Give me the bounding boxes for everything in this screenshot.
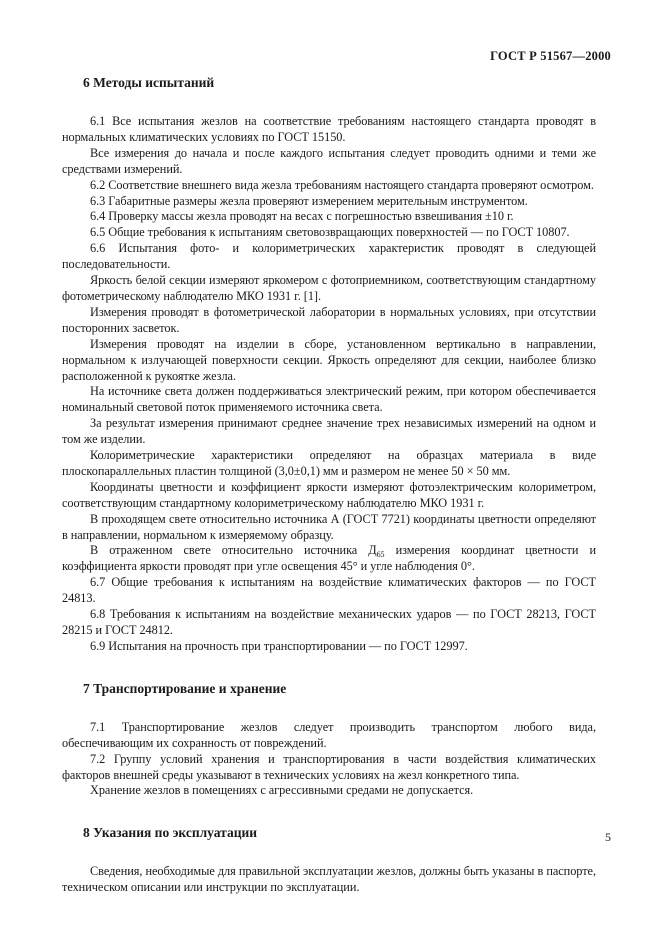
section-7 bbox=[62, 680, 596, 800]
paragraph: 6.5 Общие требования к испытаниям световозвращающих поверхностей — по ГОСТ 10807. bbox=[90, 225, 570, 240]
standard-header: ГОСТ Р 51567—2000 bbox=[490, 49, 611, 63]
paragraph: Хранение жезлов в помещениях с агрессивными средами не допускается. bbox=[90, 783, 474, 798]
paragraph: 6.8 Требования к испытаниям на воздействие механических ударов — по ГОСТ 28213, ГОСТ 28215 и ГОСТ 24812. bbox=[62, 607, 596, 637]
paragraph: 6.1 Все испытания жезлов на соответствие требованиям настоящего стандарта проводят в нормальных климатических условиях по ГОСТ 15150. bbox=[62, 114, 596, 144]
paragraph: Яркость белой секции измеряют яркомером с фотоприемником, соответствующим стандартному фотометрическому наблюдателю МКО 1931 г. [1]. bbox=[62, 273, 596, 303]
text-span: измерения координат цветности и коэффициента яркости проводят при угле освещения 45° и угле наблюдения 0°. bbox=[62, 543, 596, 574]
section-title: 6 Методы испытаний bbox=[83, 75, 215, 90]
subscript: 65 bbox=[376, 550, 385, 560]
paragraph: Все измерения до начала и после каждого испытания следует проводить одними и теми же средствами измерений. bbox=[62, 145, 596, 176]
paragraph: Сведения, необходимые для правильной эксплуатации жезлов, должны быть указаны в паспорте, техническом описании или инструкции по эксплуатации. bbox=[62, 864, 596, 895]
paragraph: 6.2 Соответствие внешнего вида жезла требованиям настоящего стандарта проверяют осмотром. bbox=[90, 177, 594, 192]
paragraph: Измерения проводят в фотометрической лаборатории в нормальных условиях, при отсутствии посторонних засветок. bbox=[62, 304, 596, 335]
paragraph: Колориметрические характеристики определяют на образцах материала в виде плоскопараллельных пластин толщиной (3,0±0,1) мм и размером не менее 50 × 50 мм. bbox=[62, 448, 596, 478]
paragraph: 6.9 Испытания на прочность при транспортировании — по ГОСТ 12997. bbox=[90, 638, 468, 653]
section-title: 8 Указания по эксплуатации bbox=[83, 825, 258, 841]
paragraph: 6.4 Проверку массы жезла проводят на весах с погрешностью взвешивания ±10 г. bbox=[90, 209, 514, 224]
paragraph: 6.6 Испытания фото- и колориметрических характеристик проводят в следующей последовательности. bbox=[62, 241, 596, 272]
paragraph: 7.2 Группу условий хранения и транспортирования в части воздействия климатических факторов внешней среды указывают в технических условиях на жезл конкретного типа. bbox=[62, 751, 596, 782]
page-number: 5 bbox=[605, 830, 611, 844]
paragraph: Измерения проводят на изделии в сборе, установленном вертикально в направлении, нормальном к излучающей поверхности секции. Яркость определяют для секции, наиболее близко расположенной к рукоятке жезла. bbox=[62, 336, 596, 383]
paragraph-d65 bbox=[62, 543, 596, 575]
text-span: В отраженном свете относительно источника Д bbox=[90, 543, 377, 558]
paragraph: За результат измерения принимают среднее значение трех независимых измерений на одном и том же изделии. bbox=[62, 416, 596, 447]
section-title: 7 Транспортирование и хранение bbox=[83, 680, 287, 696]
paragraph: 6.7 Общие требования к испытаниям на воздействие климатических факторов — по ГОСТ 24813. bbox=[62, 575, 596, 606]
page-content bbox=[62, 74, 596, 896]
section-8 bbox=[62, 824, 596, 896]
section-6 bbox=[62, 74, 596, 655]
paragraph: В проходящем свете относительно источника А (ГОСТ 7721) координаты цветности определяют в направлении, нормальном к измеряемому образцу. bbox=[62, 511, 596, 542]
paragraph: 6.3 Габаритные размеры жезла проверяют измерением мерительным инструментом. bbox=[90, 193, 528, 208]
paragraph: Координаты цветности и коэффициент яркости измеряют фотоэлектрическим колориметром, соответствующим стандартному колориметрическому наблюдателю МКО 1931 г. bbox=[62, 479, 596, 510]
paragraph: На источнике света должен поддерживаться электрический режим, при котором обеспечивается номинальный световой поток применяемого источника света. bbox=[62, 384, 596, 415]
paragraph: 7.1 Транспортирование жезлов следует производить транспортом любого вида, обеспечивающим их сохранность от повреждений. bbox=[62, 719, 596, 750]
